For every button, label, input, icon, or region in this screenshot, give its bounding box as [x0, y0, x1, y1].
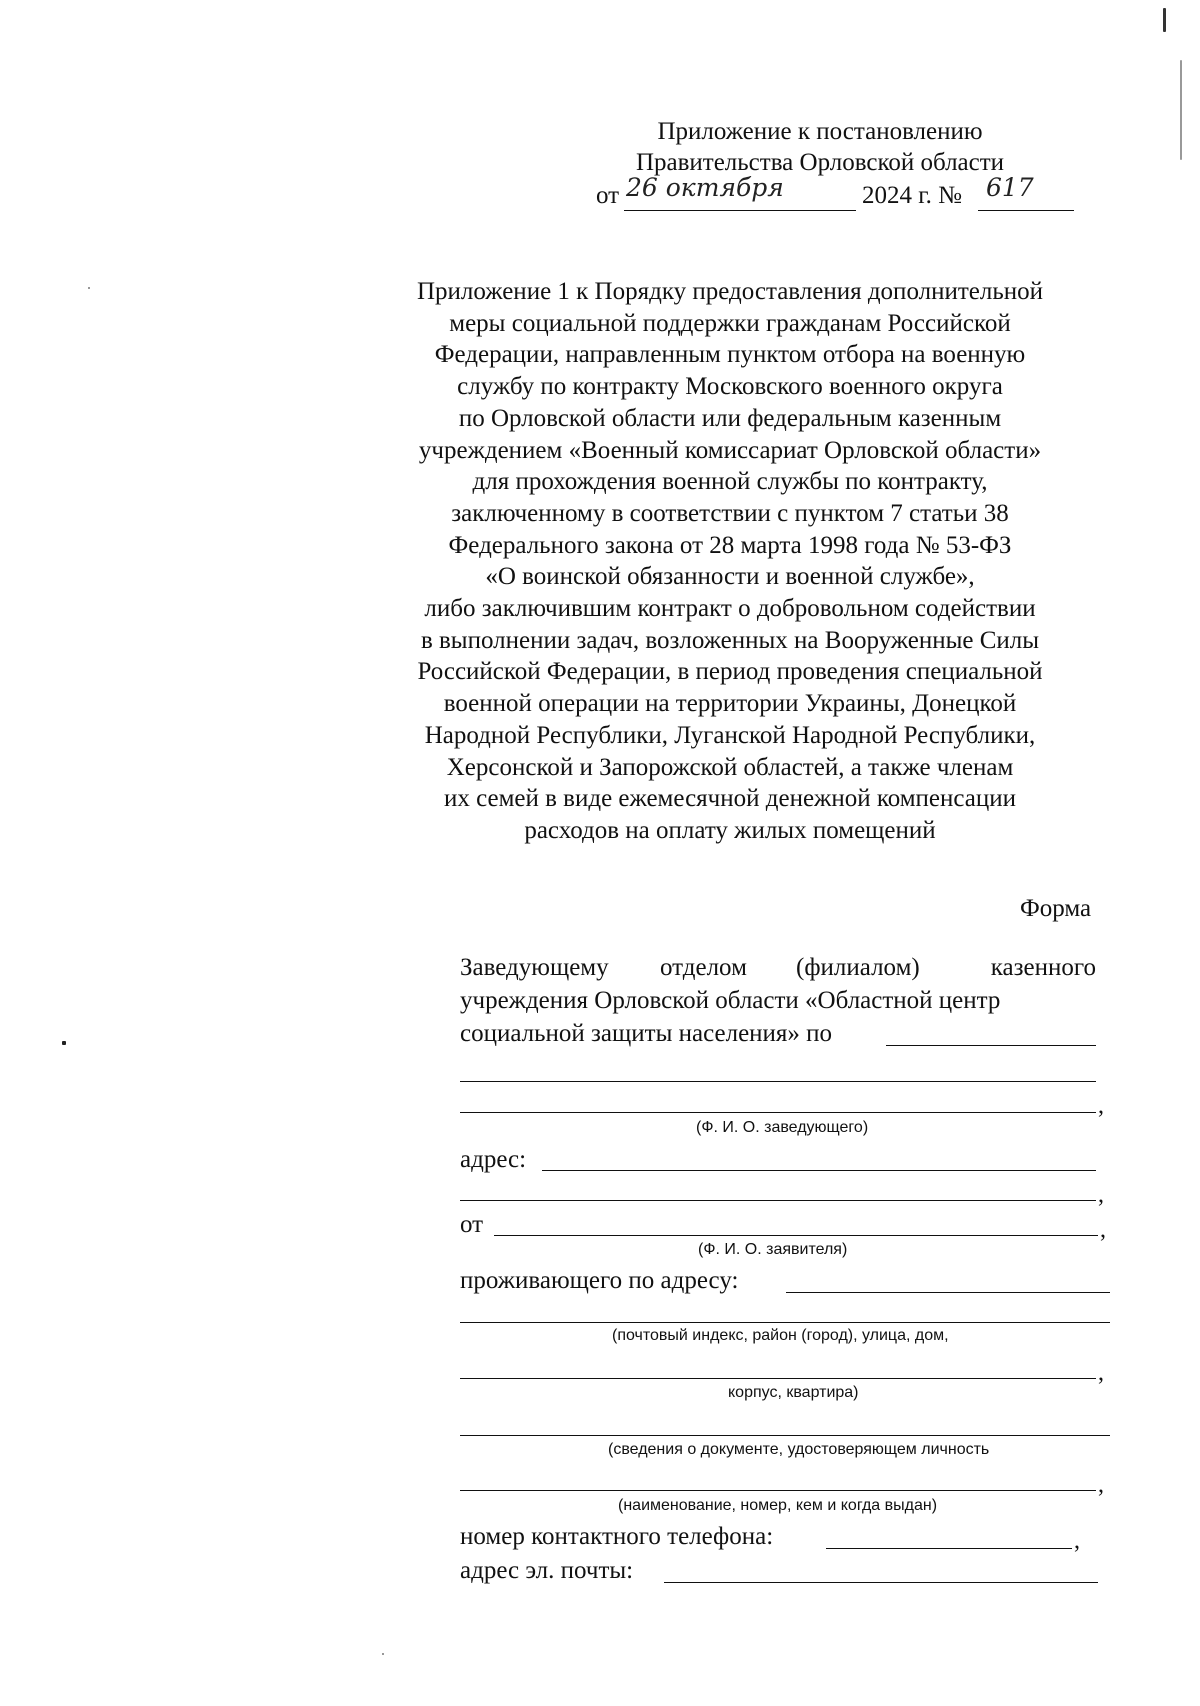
handwritten-date: 26 октября [626, 173, 784, 202]
annex-line: учреждением «Военный комиссариат Орловской области» [418, 436, 1042, 464]
email-label: адрес эл. почты: [460, 1557, 634, 1584]
addressee-line-3: социальной защиты населения» по [460, 1020, 833, 1047]
annex-line: Народной Республики, Луганской Народной Республики, [424, 721, 1036, 749]
annex-line: Приложение 1 к Порядку предоставления дополнительной [416, 278, 1043, 305]
residence-field-2[interactable] [460, 1322, 1110, 1323]
scan-edge-mark [1163, 8, 1166, 32]
annex-line: военной операции на территории Украины, Донецкой [443, 690, 1017, 718]
caption-address-1: (почтовый индекс, район (город), улица, дом, [612, 1327, 949, 1344]
comma: , [1100, 1217, 1106, 1243]
annex-line: Федерации, направленным пунктом отбора на военную [434, 341, 1026, 369]
date-underline [624, 210, 856, 211]
scan-speck [382, 1653, 384, 1655]
annex-line: Федерального закона от 28 марта 1998 года № 53-ФЗ [448, 531, 1012, 559]
address-field-1[interactable] [542, 1170, 1096, 1171]
comma: , [1098, 1093, 1104, 1119]
applicant-name-field[interactable] [494, 1235, 1098, 1236]
residence-field-1[interactable] [786, 1292, 1110, 1293]
annex-line: их семей в виде ежемесячной денежной компенсации [443, 785, 1017, 813]
addressee-word: (филиалом) [796, 954, 920, 981]
caption-applicant-name: (Ф. И. О. заявителя) [698, 1241, 848, 1258]
addressee-word: отделом [660, 954, 747, 981]
annex-line: Херсонской и Запорожской областей, а также членам [446, 753, 1014, 781]
addressee-word: казенного [990, 954, 1096, 981]
phone-field[interactable] [826, 1548, 1072, 1549]
id-document-field-2[interactable] [460, 1490, 1096, 1491]
annex-line: для прохождения военной службы по контракту, [472, 468, 988, 496]
annex-line: меры социальной поддержки гражданам Российской [449, 309, 1011, 337]
addressee-line-2: учреждения Орловской области «Областной центр [460, 987, 1001, 1014]
scan-speck [62, 1041, 66, 1045]
number-underline [978, 210, 1074, 211]
scan-speck [88, 287, 90, 289]
header-line-1: Приложение к постановлению [657, 118, 983, 145]
handwritten-number: 617 [986, 173, 1034, 202]
address-label: адрес: [460, 1146, 527, 1173]
addressee-word: Заведующему [460, 954, 609, 981]
caption-head-name: (Ф. И. О. заведующего) [696, 1119, 869, 1136]
comma: , [1098, 1472, 1104, 1498]
header-line-2: Правительства Орловской области [635, 149, 1005, 176]
annex-line: в выполнении задач, возложенных на Вооруженные Силы [420, 626, 1040, 654]
head-name-field-2[interactable] [460, 1112, 1096, 1113]
comma: , [1098, 1182, 1104, 1208]
annex-line: расходов на оплату жилых помещений [524, 816, 936, 844]
phone-label: номер контактного телефона: [460, 1523, 774, 1550]
id-document-field-1[interactable] [460, 1435, 1110, 1436]
comma: , [1074, 1528, 1080, 1554]
caption-id-1: (сведения о документе, удостоверяющем личность [608, 1441, 990, 1458]
annex-line: службу по контракту Московского военного округа [457, 373, 1003, 401]
header-prefix: от [596, 182, 620, 209]
residing-label: проживающего по адресу: [460, 1267, 739, 1294]
form-label: Форма [1020, 895, 1092, 922]
residence-field-3[interactable] [460, 1378, 1096, 1379]
caption-address-2: корпус, квартира) [728, 1384, 859, 1401]
from-label: от [460, 1211, 484, 1238]
region-field[interactable] [886, 1045, 1096, 1046]
header-date-number [596, 173, 1096, 214]
annex-line: «О воинской обязанности и военной службе», [485, 563, 975, 591]
header-block [560, 116, 1080, 178]
caption-id-2: (наименование, номер, кем и когда выдан) [618, 1497, 938, 1514]
scan-edge-mark [1180, 60, 1182, 160]
head-name-field-1[interactable] [460, 1081, 1096, 1082]
header-year: 2024 г. № [862, 182, 963, 209]
comma: , [1098, 1360, 1104, 1386]
annex-line: либо заключившим контракт о добровольном содействии [424, 595, 1036, 623]
email-field[interactable] [664, 1582, 1098, 1583]
annex-line: заключенному в соответствии с пунктом 7 статьи 38 [451, 499, 1009, 527]
annex-line: по Орловской области или федеральным казенным [458, 404, 1002, 432]
address-field-2[interactable] [460, 1200, 1096, 1201]
annex-title [370, 276, 1090, 847]
annex-line: Российской Федерации, в период проведения специальной [417, 658, 1043, 686]
